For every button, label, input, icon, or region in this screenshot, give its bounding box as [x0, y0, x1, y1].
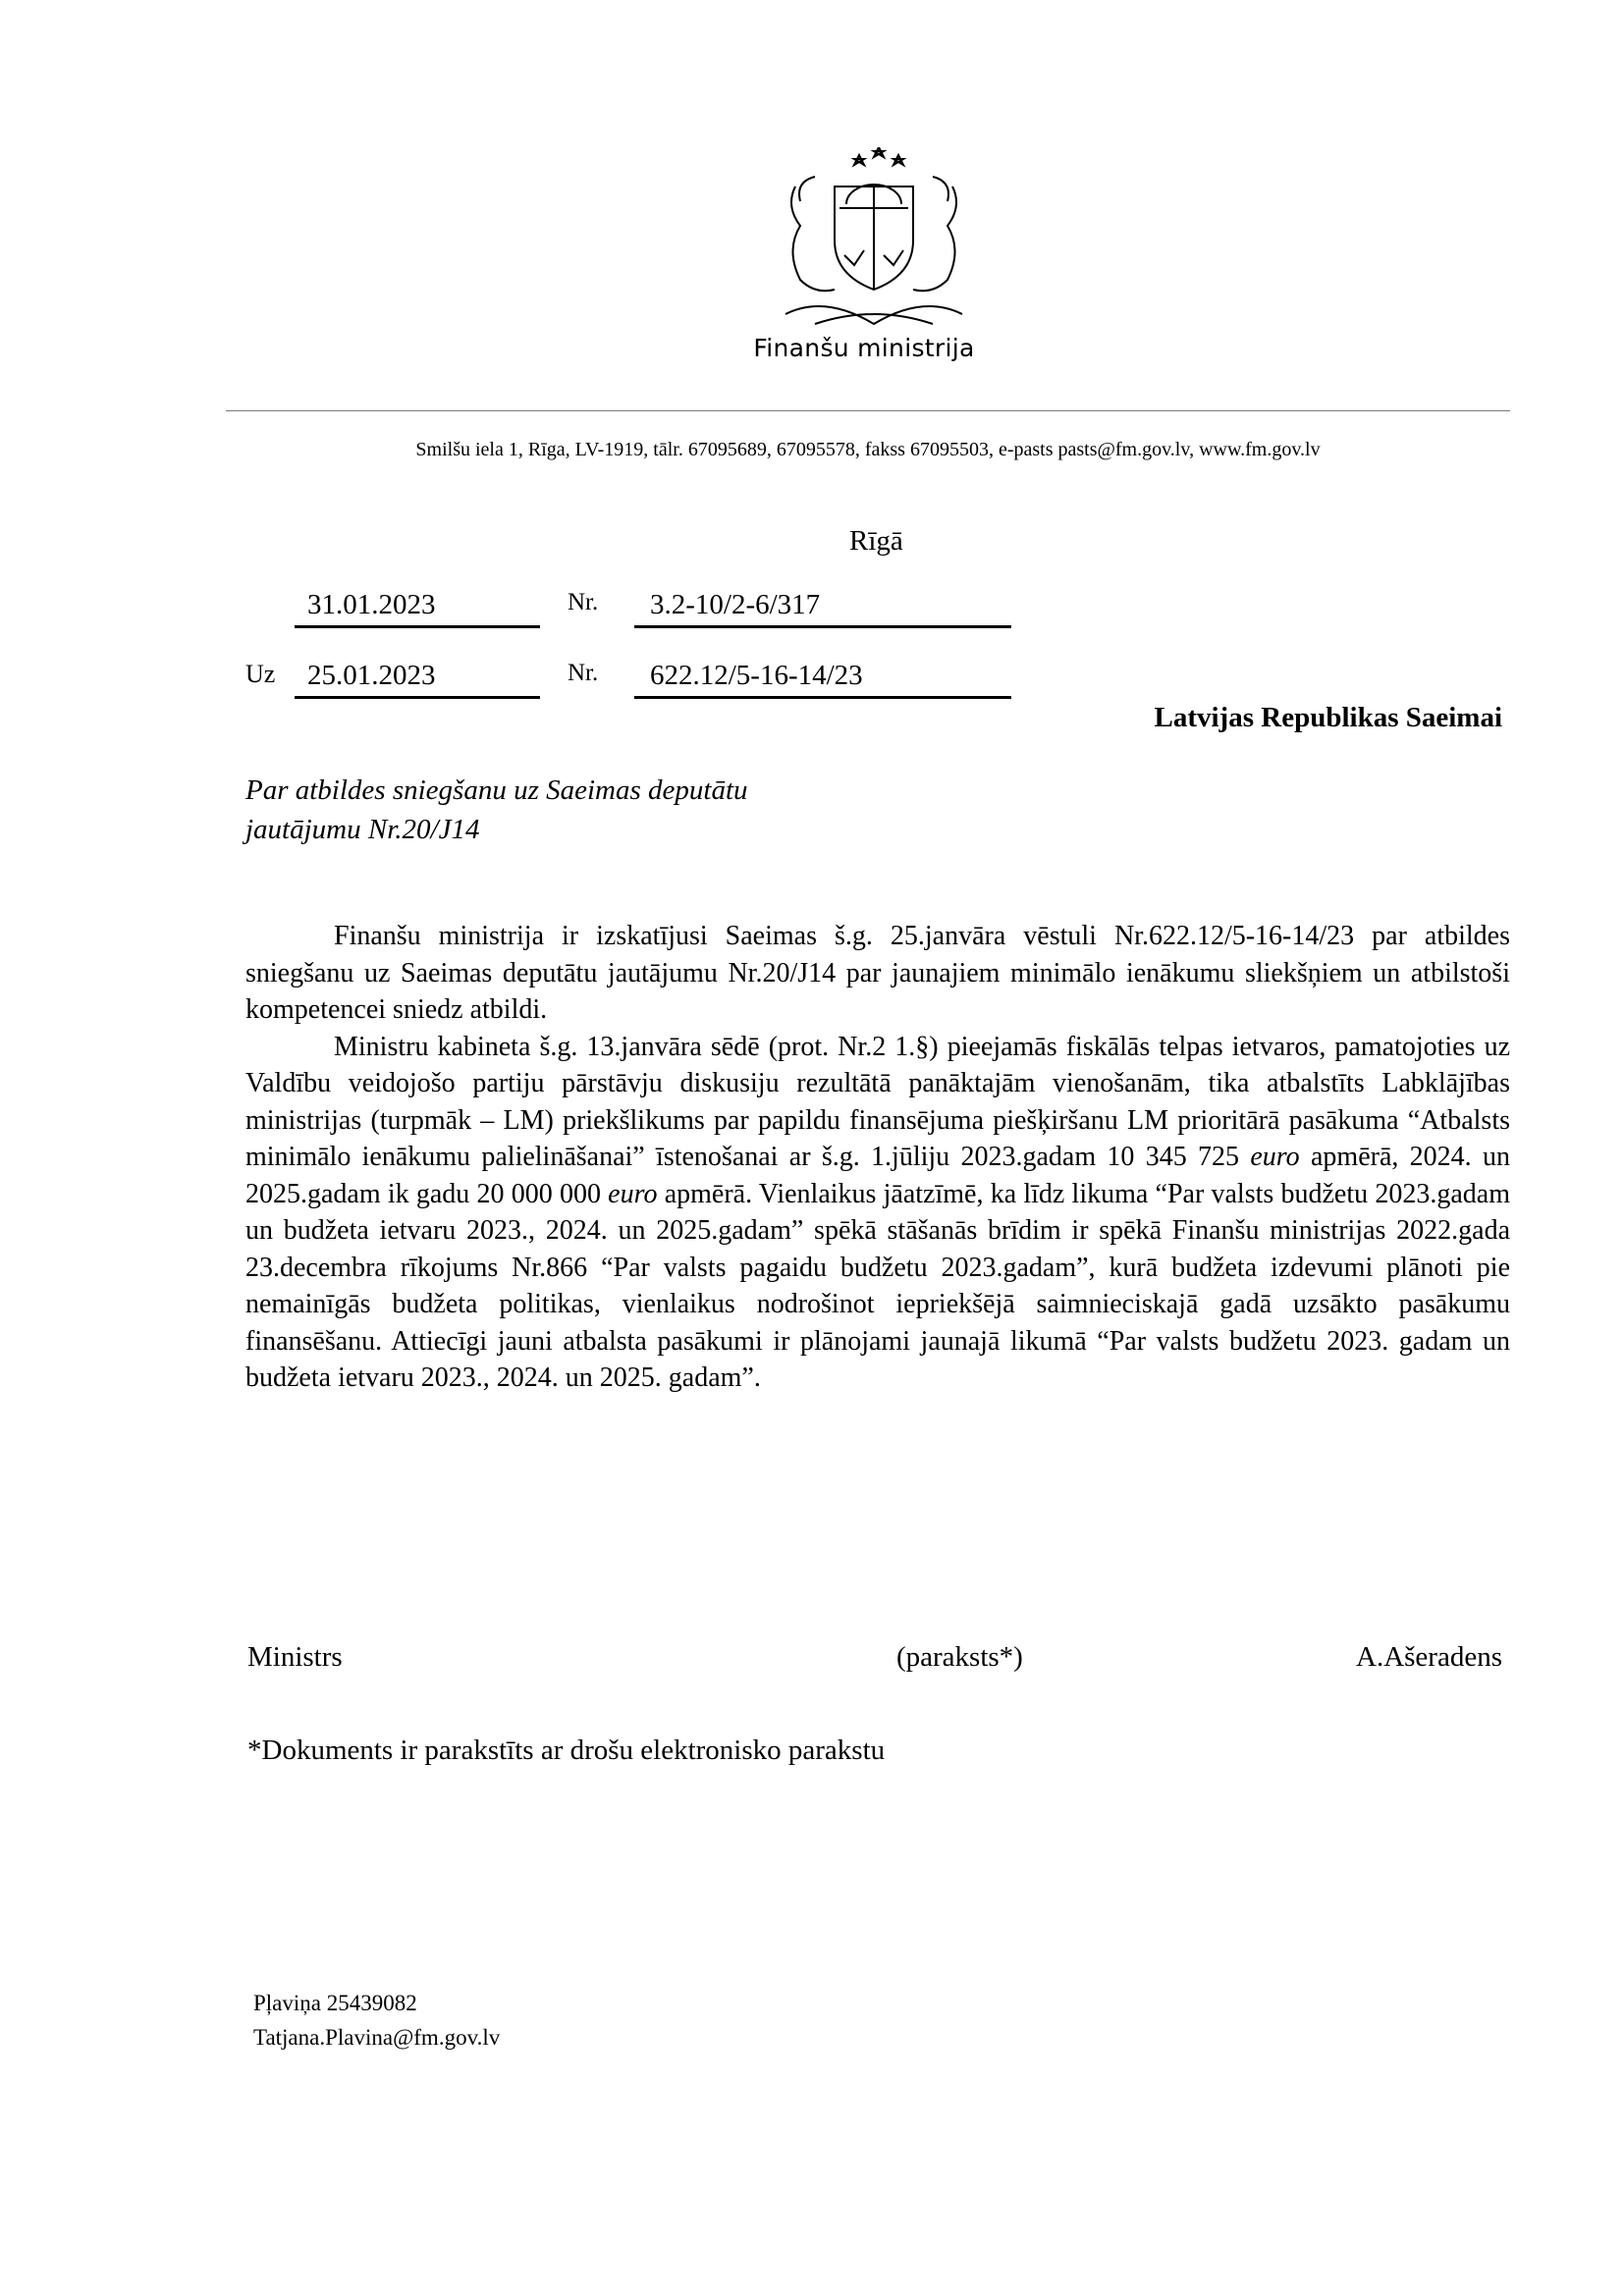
- coat-of-arms-logo: [756, 147, 992, 339]
- ministry-name: Finanšu ministrija: [753, 334, 975, 362]
- subject: [245, 771, 748, 849]
- number-underline: [634, 625, 1011, 628]
- address-line: Smilšu iela 1, Rīga, LV-1919, tālr. 67095689, 67095578, fakss 67095503, e-pasts pasts@fm.gov.lv, www.fm.gov.lv: [415, 439, 1321, 460]
- ref-nr-label: Nr.: [568, 660, 599, 686]
- letter-body: [245, 918, 1510, 1397]
- addressee: Latvijas Republikas Saeimai: [1154, 702, 1502, 733]
- subject-line-1: Par atbildes sniegšanu uz Saeimas deputātu: [245, 774, 748, 806]
- signature-footnote: *Dokuments ir parakstīts ar drošu elektronisko parakstu: [247, 1735, 886, 1766]
- paragraph-2-part-2: apmērā, 2024. un 2025.gadam ik gadu 20 000 000: [245, 1142, 1510, 1209]
- contact-name-phone: Pļaviņa 25439082: [253, 1991, 417, 2015]
- paragraph-2-part-1: Ministru kabineta š.g. 13.janvāra sēdē (prot. Nr.2 1.§) pieejamās fiskālās telpas ietvaros, pamatojoties uz Valdību veidojošo partiju pārstāvju diskusiju rezultātā panāktajām vienošanām, tika atbalstīts Labklājības ministrijas (turpmāk – LM) priekšlikums par papildu finansējuma piešķiršanu LM prioritārā pasākuma “Atbalsts minimālo ienākumu palielināšanai” īstenošanai ar š.g. 1.jūliju 2023.gadam 10 345 725: [245, 1031, 1510, 1172]
- currency-euro: euro: [1250, 1142, 1300, 1172]
- place: Rīgā: [849, 525, 903, 557]
- header-divider: [226, 410, 1510, 411]
- paragraph-1: Finanšu ministrija ir izskatījusi Saeimas š.g. 25.janvāra vēstuli Nr.622.12/5-16-14/23 par atbildes sniegšanu uz Saeimas deputātu jautājumu Nr.20/J14 par jaunajiem minimālo ienākumu sliekšņiem un atbilstoši kompetencei sniedz atbildi.: [245, 921, 1510, 1025]
- document-number: 3.2-10/2-6/317: [650, 589, 821, 620]
- subject-line-2: jautājumu Nr.20/J14: [245, 814, 480, 845]
- reference-number: 622.12/5-16-14/23: [650, 660, 863, 691]
- ref-date-underline: [295, 696, 540, 699]
- nr-label: Nr.: [568, 589, 599, 615]
- signatory-title: Ministrs: [247, 1641, 343, 1673]
- uz-label: Uz: [245, 660, 276, 688]
- paragraph-2: [245, 1029, 1510, 1397]
- currency-euro: euro: [608, 1178, 658, 1209]
- document-date: 31.01.2023: [307, 589, 436, 620]
- ref-number-underline: [634, 696, 1011, 699]
- reference-date: 25.01.2023: [307, 660, 436, 691]
- signature-placeholder: (paraksts*): [896, 1641, 1023, 1673]
- signatory-name: A.Ašeradens: [1356, 1641, 1502, 1673]
- paragraph-2-part-3: apmērā. Vienlaikus jāatzīmē, ka līdz likuma “Par valsts budžetu 2023.gadam un budžeta ietvaru 2023., 2024. un 2025.gadam” spēkā stāšanās brīdim ir spēkā Finanšu ministrijas 2022.gada 23.decembra rīkojums Nr.866 “Par valsts pagaidu budžetu 2023.gadam”, kurā budžeta izdevumi plānoti pie nemainīgās budžeta politikas, vienlaikus nodrošinot iepriekšējā saimnieciskajā gadā uzsākto pasākumu finansēšanu. Attiecīgi jauni atbalsta pasākumi ir plānojami jaunajā likumā “Par valsts budžetu 2023. gadam un budžeta ietvaru 2023., 2024. un 2025. gadam”.: [245, 1178, 1510, 1393]
- contact-email[interactable]: Tatjana.Plavina@fm.gov.lv: [253, 2025, 501, 2050]
- date-underline: [295, 625, 540, 628]
